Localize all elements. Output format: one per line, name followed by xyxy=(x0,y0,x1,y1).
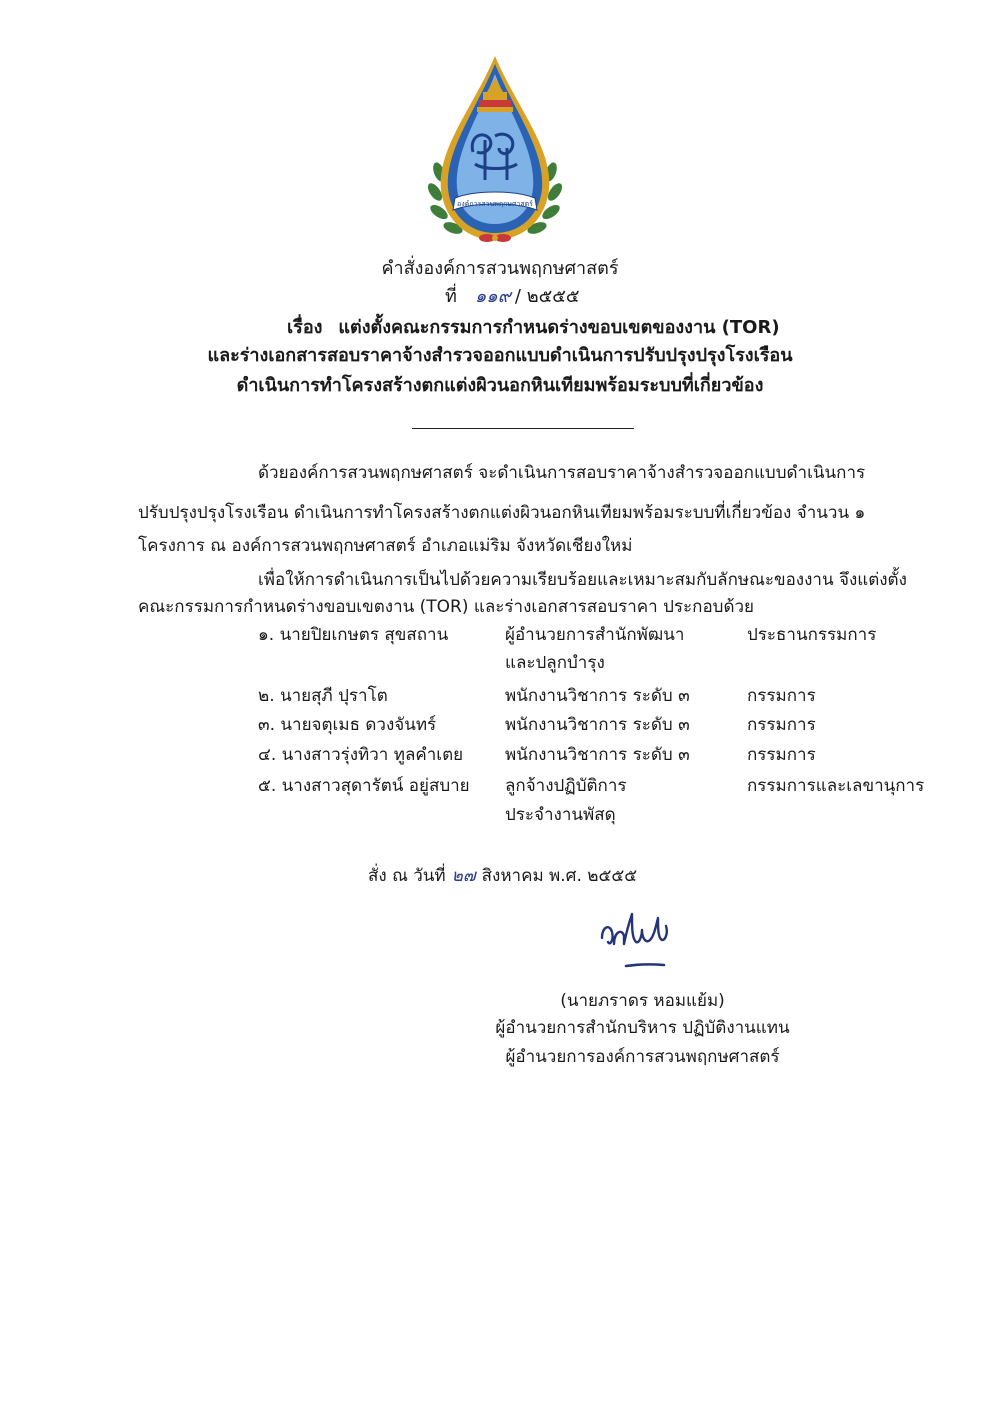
ordered-date-row xyxy=(368,863,637,889)
committee-member-role: กรรมการ xyxy=(747,715,816,735)
committee-member-name: ๓. นายจตุเมธ ดวงจันทร์ xyxy=(258,715,437,735)
signer-position-line-1: ผู้อำนวยการสำนักบริหาร ปฏิบัติงานแทน xyxy=(495,1018,790,1038)
order-number-row xyxy=(445,284,579,310)
header-divider xyxy=(412,428,634,429)
bow-icon xyxy=(479,234,511,242)
subject-label: เรื่อง xyxy=(287,317,323,338)
paragraph-1-line-1: ด้วยองค์การสวนพฤกษศาสตร์ จะดำเนินการสอบราคาจ้างสำรวจออกแบบดำเนินการ xyxy=(258,463,866,483)
committee-member-role: กรรมการ xyxy=(747,686,816,706)
order-title: คำสั่งองค์การสวนพฤกษศาสตร์ xyxy=(381,258,619,279)
ordered-prefix: สั่ง ณ วันที่ xyxy=(368,866,446,886)
order-number-prefix: ที่ xyxy=(445,286,457,307)
committee-member-name: ๕. นางสาวสุดารัตน์ อยู่สบาย xyxy=(258,776,470,796)
committee-member-position-line2: ประจำงานพัสดุ xyxy=(505,805,616,825)
committee-member-position: พนักงานวิชาการ ระดับ ๓ xyxy=(505,686,690,706)
paragraph-2-line-1: เพื่อให้การดำเนินการเป็นไปด้วยความเรียบร้อยและเหมาะสมกับลักษณะของงาน จึงแต่งตั้ง xyxy=(258,570,907,590)
order-year: / ๒๕๕๕ xyxy=(514,286,580,307)
committee-member-name: ๔. นางสาวรุ่งทิวา ทูลคำเตย xyxy=(258,745,464,765)
subject-row xyxy=(287,315,780,341)
committee-member-position: พนักงานวิชาการ ระดับ ๓ xyxy=(505,745,690,765)
organization-emblem-logo xyxy=(425,52,565,248)
committee-member-name: ๑. นายปิยเกษตร สุขสถาน xyxy=(258,625,449,645)
signer-position-line-2: ผู้อำนวยการองค์การสวนพฤกษศาสตร์ xyxy=(505,1047,780,1067)
committee-member-position: พนักงานวิชาการ ระดับ ๓ xyxy=(505,715,690,735)
ordered-day-handwritten: ๒๗ xyxy=(451,866,476,886)
paragraph-1-line-2: ปรับปรุงปรุงโรงเรือน ดำเนินการทำโครงสร้างตกแต่งผิวนอกหินเทียมพร้อมระบบที่เกี่ยวข้อง จำนวน ๑ xyxy=(138,503,866,523)
paragraph-2-line-2: คณะกรรมการกำหนดร่างขอบเขตงาน (TOR) และร่างเอกสารสอบราคา ประกอบด้วย xyxy=(138,597,755,617)
committee-member-position: ผู้อำนวยการสำนักพัฒนา xyxy=(505,625,685,645)
order-number-handwritten: ๑๑๙ xyxy=(474,286,511,307)
subject-line-1: แต่งตั้งคณะกรรมการกำหนดร่างขอบเขตของงาน (TOR) xyxy=(338,317,780,338)
emblem-ribbon-text: องค์การสวนพฤกษศาสตร์ xyxy=(457,200,533,208)
subject-line-3: ดำเนินการทำโครงสร้างตกแต่งผิวนอกหินเทียมพร้อมระบบที่เกี่ยวข้อง xyxy=(236,375,764,396)
committee-member-name: ๒. นายสุภี ปุราโต xyxy=(258,686,388,706)
paragraph-1-line-3: โครงการ ณ องค์การสวนพฤกษศาสตร์ อำเภอแม่ริม จังหวัดเชียงใหม่ xyxy=(138,536,633,556)
committee-member-role: กรรมการและเลขานุการ xyxy=(747,776,925,796)
committee-member-role: กรรมการ xyxy=(747,745,816,765)
handwritten-signature xyxy=(596,898,676,976)
subject-line-2: และร่างเอกสารสอบราคาจ้างสำรวจออกแบบดำเนินการปรับปรุงปรุงโรงเรือน xyxy=(207,345,793,366)
ordered-month-year: สิงหาคม พ.ศ. ๒๕๕๕ xyxy=(481,866,638,886)
signer-name: (นายภราดร หอมแย้ม) xyxy=(560,991,725,1011)
committee-member-position: ลูกจ้างปฏิบัติการ xyxy=(505,776,627,796)
committee-member-role: ประธานกรรมการ xyxy=(747,625,877,645)
committee-member-position-line2: และปลูกบำรุง xyxy=(505,653,605,673)
